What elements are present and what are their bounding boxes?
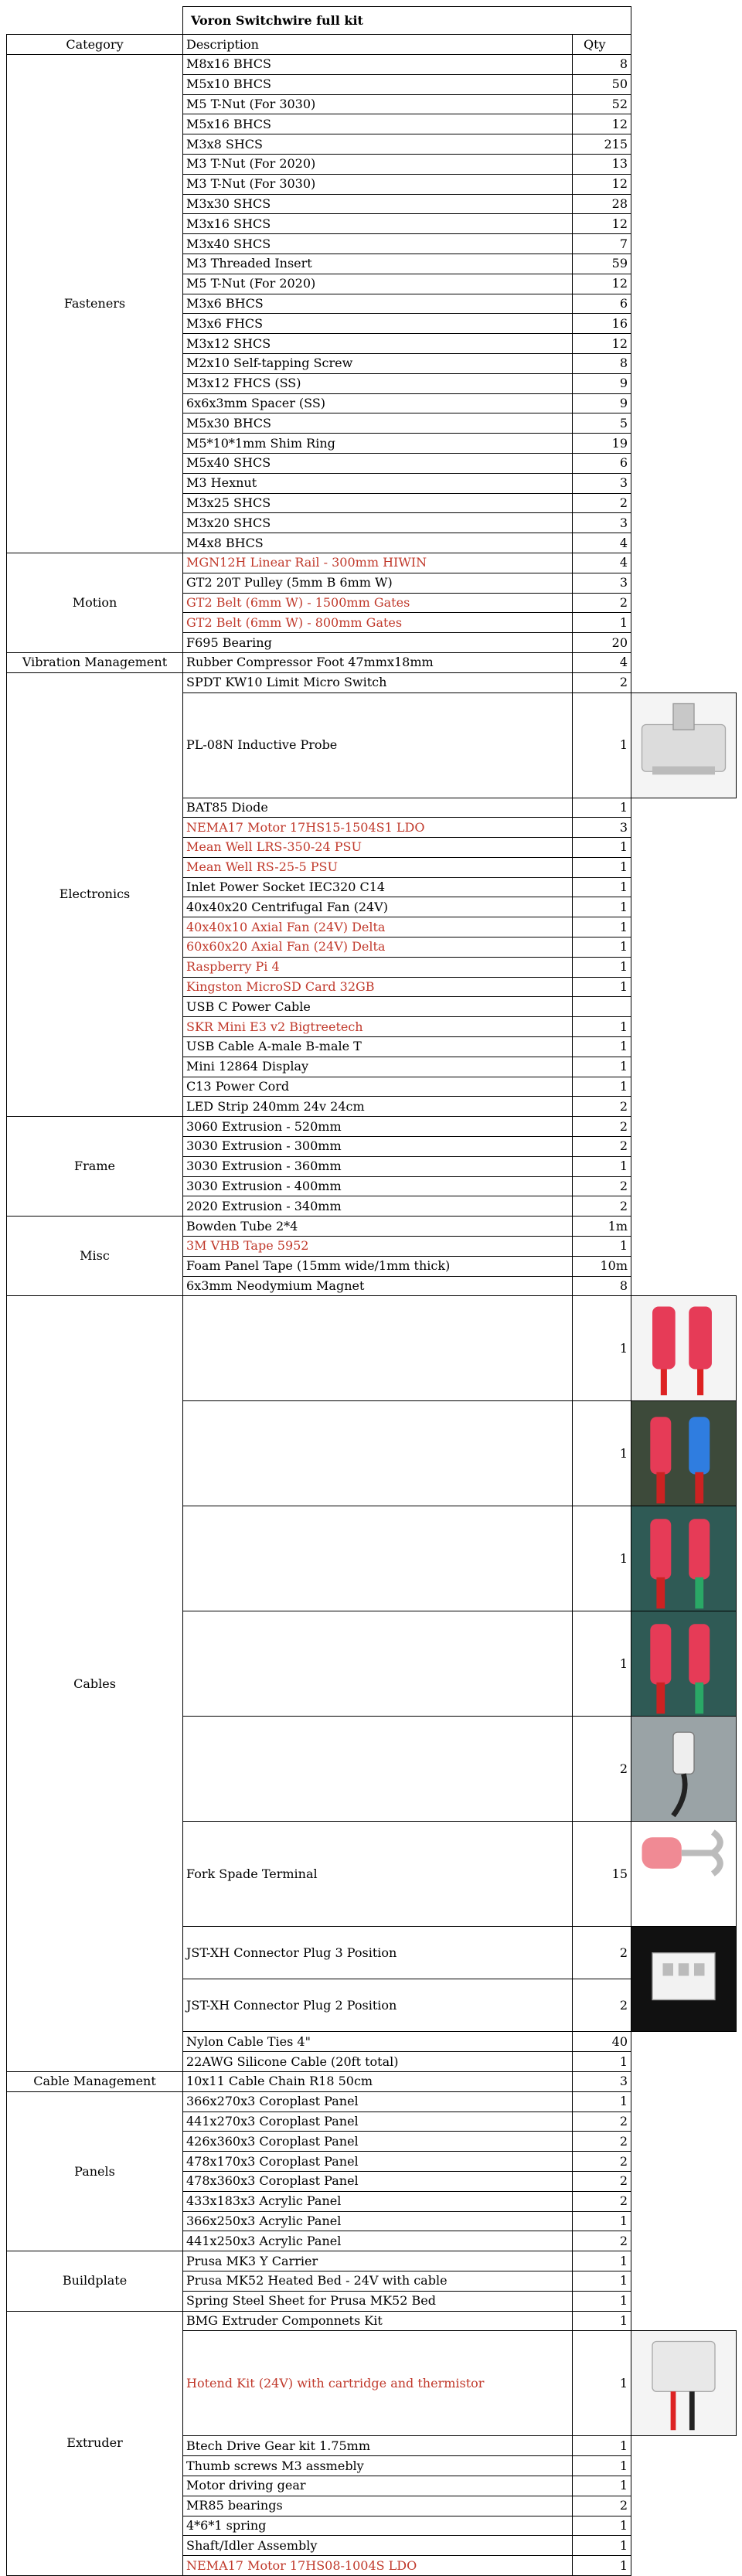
item-qty: 1 [573, 1037, 631, 1057]
item-description: 3M VHB Tape 5952 [183, 1237, 573, 1257]
header-row [7, 35, 737, 55]
item-description: M5x10 BHCS [183, 74, 573, 94]
item-qty: 1 [573, 938, 631, 958]
item-qty: 1 [573, 1611, 631, 1717]
item-qty: 2 [573, 1927, 631, 1979]
category-cell: Frame [7, 1117, 183, 1217]
item-description: M3x12 FHCS (SS) [183, 373, 573, 393]
item-description: 10x11 Cable Chain R18 50cm [183, 2072, 573, 2092]
category-cell: Misc [7, 1217, 183, 1296]
item-description: JST-XH Connector Plug 2 Position [183, 1979, 573, 2032]
item-description: 3060 Extrusion - 520mm [183, 1117, 573, 1137]
item-description [183, 1401, 573, 1506]
item-qty: 10m [573, 1256, 631, 1276]
item-qty: 12 [573, 174, 631, 194]
item-description: 4*6*1 spring [183, 2516, 573, 2536]
item-description: M3x12 SHCS [183, 334, 573, 354]
item-qty: 2 [573, 1137, 631, 1157]
item-description: Prusa MK52 Heated Bed - 24V with cable [183, 2271, 573, 2291]
item-description: 40x40x10 Axial Fan (24V) Delta [183, 917, 573, 938]
item-qty: 3 [573, 818, 631, 838]
item-description: 426x360x3 Coroplast Panel [183, 2132, 573, 2152]
item-qty: 1 [573, 2251, 631, 2271]
item-description: Mean Well LRS-350-24 PSU [183, 838, 573, 858]
item-photo [631, 692, 737, 798]
item-qty: 52 [573, 94, 631, 114]
item-qty: 5 [573, 413, 631, 434]
item-description: M3x6 BHCS [183, 294, 573, 314]
item-description: Spring Steel Sheet for Prusa MK52 Bed [183, 2291, 573, 2311]
item-qty: 6 [573, 294, 631, 314]
item-description: 478x170x3 Coroplast Panel [183, 2152, 573, 2172]
item-qty: 4 [573, 553, 631, 573]
item-description: M3 Threaded Insert [183, 254, 573, 274]
item-qty: 13 [573, 154, 631, 174]
item-description: Shaft/Idler Assembly [183, 2536, 573, 2556]
item-qty: 2 [573, 1979, 631, 2032]
item-qty: 1 [573, 2331, 631, 2436]
item-description: BMG Extruder Componnets Kit [183, 2311, 573, 2331]
category-cell: Motion [7, 553, 183, 652]
item-description [183, 1296, 573, 1401]
item-qty: 1 [573, 1296, 631, 1401]
item-qty: 8 [573, 353, 631, 373]
item-description: M3x25 SHCS [183, 493, 573, 513]
item-photo [631, 1401, 737, 1506]
item-qty: 215 [573, 134, 631, 155]
item-description: Hotend Kit (24V) with cartridge and thermistor [183, 2331, 573, 2436]
item-description: M4x8 BHCS [183, 533, 573, 553]
item-qty: 2 [573, 493, 631, 513]
item-qty: 1 [573, 977, 631, 997]
item-description: SKR Mini E3 v2 Bigtreetech [183, 1017, 573, 1037]
item-qty: 1 [573, 1156, 631, 1176]
item-description: 441x270x3 Coroplast Panel [183, 2112, 573, 2132]
item-description: JST-XH Connector Plug 3 Position [183, 1927, 573, 1979]
category-cell: Cable Management [7, 2072, 183, 2092]
item-description: Mini 12864 Display [183, 1057, 573, 1077]
item-description: M5*10*1mm Shim Ring [183, 434, 573, 454]
item-description: M5x30 BHCS [183, 413, 573, 434]
item-qty: 1 [573, 2052, 631, 2072]
item-qty: 1 [573, 2091, 631, 2112]
table-row [7, 553, 737, 573]
item-qty: 2 [573, 2496, 631, 2516]
sheet-title: Voron Switchwire full kit [183, 7, 631, 35]
item-qty: 2 [573, 2152, 631, 2172]
item-description: USB C Power Cable [183, 997, 573, 1017]
item-description: 22AWG Silicone Cable (20ft total) [183, 2052, 573, 2072]
item-description: Btech Drive Gear kit 1.75mm [183, 2436, 573, 2456]
item-qty: 9 [573, 393, 631, 413]
item-qty: 20 [573, 633, 631, 653]
item-qty: 4 [573, 533, 631, 553]
item-qty: 1 [573, 2536, 631, 2556]
item-description: M3x8 SHCS [183, 134, 573, 155]
item-qty: 1 [573, 1057, 631, 1077]
item-qty [573, 997, 631, 1017]
item-qty: 16 [573, 314, 631, 334]
item-qty: 1 [573, 897, 631, 917]
item-qty: 2 [573, 2172, 631, 2192]
item-description: 3030 Extrusion - 400mm [183, 1176, 573, 1196]
table-row [7, 672, 737, 692]
item-qty: 2 [573, 672, 631, 692]
item-description: 3030 Extrusion - 300mm [183, 1137, 573, 1157]
table-row [7, 652, 737, 672]
item-description: GT2 Belt (6mm W) - 1500mm Gates [183, 593, 573, 613]
item-description: 366x270x3 Coroplast Panel [183, 2091, 573, 2112]
item-qty: 1 [573, 1506, 631, 1611]
table-row [7, 1117, 737, 1137]
item-description: GT2 20T Pulley (5mm B 6mm W) [183, 573, 573, 593]
item-description: Raspberry Pi 4 [183, 957, 573, 977]
item-description: LED Strip 240mm 24v 24cm [183, 1097, 573, 1117]
item-qty: 2 [573, 1097, 631, 1117]
item-description: PL-08N Inductive Probe [183, 692, 573, 798]
item-qty: 1 [573, 877, 631, 897]
item-qty: 1 [573, 1401, 631, 1506]
item-qty: 1 [573, 2271, 631, 2291]
item-qty: 2 [573, 2112, 631, 2132]
item-description: M3x6 FHCS [183, 314, 573, 334]
item-qty: 3 [573, 573, 631, 593]
item-qty: 2 [573, 1717, 631, 1822]
item-qty: 28 [573, 194, 631, 214]
item-description: NEMA17 Motor 17HS15-1504S1 LDO [183, 818, 573, 838]
item-photo [631, 1506, 737, 1611]
item-description: 478x360x3 Coroplast Panel [183, 2172, 573, 2192]
item-qty: 8 [573, 1276, 631, 1296]
item-description: M3 Hexnut [183, 473, 573, 493]
item-description: M3x16 SHCS [183, 214, 573, 234]
table-row [7, 2251, 737, 2271]
item-qty: 1 [573, 2311, 631, 2331]
item-description: Motor driving gear [183, 2476, 573, 2496]
item-qty: 1 [573, 1017, 631, 1037]
item-description: Bowden Tube 2*4 [183, 1217, 573, 1237]
item-qty: 2 [573, 1117, 631, 1137]
item-description: 441x250x3 Acrylic Panel [183, 2231, 573, 2251]
title-row [7, 7, 737, 35]
item-qty: 2 [573, 2132, 631, 2152]
item-qty: 2 [573, 2191, 631, 2211]
item-qty: 1 [573, 2436, 631, 2456]
item-qty: 1 [573, 2291, 631, 2311]
item-qty: 6 [573, 453, 631, 473]
item-description: M3x20 SHCS [183, 513, 573, 533]
item-qty: 1 [573, 917, 631, 938]
item-description: 3030 Extrusion - 360mm [183, 1156, 573, 1176]
table-row [7, 1296, 737, 1401]
header-description: Description [183, 35, 573, 55]
item-description: 40x40x20 Centrifugal Fan (24V) [183, 897, 573, 917]
item-description: 366x250x3 Acrylic Panel [183, 2211, 573, 2231]
header-qty: Qty [573, 35, 631, 55]
item-description [183, 1611, 573, 1717]
item-qty: 40 [573, 2032, 631, 2052]
item-qty: 9 [573, 373, 631, 393]
item-qty: 50 [573, 74, 631, 94]
item-description: M3 T-Nut (For 2020) [183, 154, 573, 174]
category-cell: Buildplate [7, 2251, 183, 2311]
item-qty: 12 [573, 114, 631, 134]
item-description: M8x16 BHCS [183, 55, 573, 75]
item-qty: 1 [573, 838, 631, 858]
item-description: SPDT KW10 Limit Micro Switch [183, 672, 573, 692]
item-qty: 1 [573, 1237, 631, 1257]
item-qty: 1 [573, 2476, 631, 2496]
category-cell: Vibration Management [7, 652, 183, 672]
item-photo [631, 2331, 737, 2436]
item-description: MGN12H Linear Rail - 300mm HIWIN [183, 553, 573, 573]
item-qty: 1 [573, 2211, 631, 2231]
item-qty: 1 [573, 2516, 631, 2536]
item-qty: 1 [573, 692, 631, 798]
item-description: Inlet Power Socket IEC320 C14 [183, 877, 573, 897]
item-description: M5 T-Nut (For 2020) [183, 274, 573, 294]
item-qty: 59 [573, 254, 631, 274]
table-row [7, 1217, 737, 1237]
category-cell: Panels [7, 2091, 183, 2251]
item-qty: 12 [573, 214, 631, 234]
item-description: Rubber Compressor Foot 47mmx18mm [183, 652, 573, 672]
item-description: Foam Panel Tape (15mm wide/1mm thick) [183, 1256, 573, 1276]
item-description: M3x30 SHCS [183, 194, 573, 214]
item-qty: 15 [573, 1822, 631, 1927]
item-description: USB Cable A-male B-male T [183, 1037, 573, 1057]
item-qty: 2 [573, 2231, 631, 2251]
item-description: BAT85 Diode [183, 798, 573, 818]
item-description: MR85 bearings [183, 2496, 573, 2516]
item-description: Mean Well RS-25-5 PSU [183, 857, 573, 877]
item-qty: 8 [573, 55, 631, 75]
item-qty: 12 [573, 274, 631, 294]
item-qty: 3 [573, 513, 631, 533]
item-description: 433x183x3 Acrylic Panel [183, 2191, 573, 2211]
parts-list-table [6, 6, 737, 2576]
category-cell: Fasteners [7, 55, 183, 553]
item-qty: 1 [573, 2556, 631, 2576]
item-qty: 19 [573, 434, 631, 454]
category-cell: Cables [7, 1296, 183, 2072]
item-qty: 1 [573, 857, 631, 877]
item-qty: 1 [573, 798, 631, 818]
item-description: Kingston MicroSD Card 32GB [183, 977, 573, 997]
item-photo [631, 1822, 737, 1927]
item-qty: 3 [573, 2072, 631, 2092]
item-photo [631, 1717, 737, 1822]
item-qty: 1 [573, 1077, 631, 1097]
item-description: M3x40 SHCS [183, 234, 573, 254]
table-row [7, 2091, 737, 2112]
item-qty: 1 [573, 2456, 631, 2476]
item-description: 6x3mm Neodymium Magnet [183, 1276, 573, 1296]
item-qty: 2 [573, 1176, 631, 1196]
category-cell: Electronics [7, 672, 183, 1117]
item-description: 2020 Extrusion - 340mm [183, 1196, 573, 1217]
item-description: M5x40 SHCS [183, 453, 573, 473]
item-description [183, 1506, 573, 1611]
item-photo [631, 1611, 737, 1717]
item-qty: 12 [573, 334, 631, 354]
item-description: M3 T-Nut (For 3030) [183, 174, 573, 194]
item-qty: 1 [573, 613, 631, 633]
item-qty: 1 [573, 957, 631, 977]
item-qty: 2 [573, 593, 631, 613]
table-row [7, 55, 737, 75]
item-description: GT2 Belt (6mm W) - 800mm Gates [183, 613, 573, 633]
item-description: F695 Bearing [183, 633, 573, 653]
item-qty: 4 [573, 652, 631, 672]
item-qty: 3 [573, 473, 631, 493]
header-category: Category [7, 35, 183, 55]
item-description: Thumb screws M3 assmebly [183, 2456, 573, 2476]
item-description: M2x10 Self-tapping Screw [183, 353, 573, 373]
item-qty: 1m [573, 1217, 631, 1237]
table-row [7, 2311, 737, 2331]
item-photo [631, 1296, 737, 1401]
item-photo [631, 1927, 737, 2032]
item-description: NEMA17 Motor 17HS08-1004S LDO [183, 2556, 573, 2576]
item-description: 6x6x3mm Spacer (SS) [183, 393, 573, 413]
item-qty: 7 [573, 234, 631, 254]
item-description: M5x16 BHCS [183, 114, 573, 134]
item-description: Prusa MK3 Y Carrier [183, 2251, 573, 2271]
item-qty: 2 [573, 1196, 631, 1217]
item-description: C13 Power Cord [183, 1077, 573, 1097]
item-description [183, 1717, 573, 1822]
table-row [7, 2072, 737, 2092]
item-description: Nylon Cable Ties 4" [183, 2032, 573, 2052]
item-description: 60x60x20 Axial Fan (24V) Delta [183, 938, 573, 958]
category-cell: Extruder [7, 2311, 183, 2575]
item-description: M5 T-Nut (For 3030) [183, 94, 573, 114]
item-description: Fork Spade Terminal [183, 1822, 573, 1927]
